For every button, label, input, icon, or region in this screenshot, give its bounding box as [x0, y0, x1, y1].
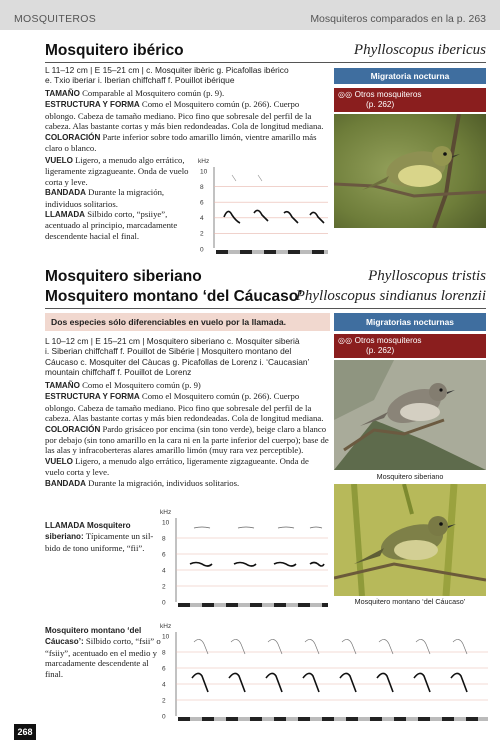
call-trace — [234, 563, 256, 567]
llamada-text: Típicamente un sil-bido de tono uniforme, “fii”. — [45, 531, 154, 553]
bandada-text: Durante la migración, individuos solitarios. — [45, 187, 165, 209]
sonogram-tick-label: 6 — [200, 199, 204, 207]
species-name-siberiano: Mosquitero siberiano — [45, 268, 202, 285]
binoculars-icon: ◎◎ — [338, 90, 353, 99]
harmonic-trace — [232, 175, 262, 181]
sonogram-tick-label: 0 — [200, 246, 204, 254]
estructura-text: Como el Mosquitero común (p. 266). Cuerpo oblongo. Cabeza de tamaño mediano. Pico fino que sobresale del perfil de la cabeza. Alas bastante cortas y más bien redondeadas. Cola de longitud mediana. — [45, 391, 324, 424]
page-number: 268 — [14, 724, 36, 740]
llamada-label: LLAMADA Mosquitero — [45, 521, 131, 530]
species-scientific-montano: Phylloscopus sindianus lorenzii — [295, 288, 486, 304]
time-scale-segment — [274, 717, 286, 721]
other-species-label: Otros mosquiteros — [354, 336, 422, 345]
sonogram-montano — [158, 620, 490, 724]
call-trace — [254, 210, 268, 221]
coloracion-text: Parte inferior sobre todo amarillo limón, vientre amarillo más claro o blanco. — [45, 131, 317, 154]
call-trace — [451, 673, 467, 692]
llamada-species-label: siberiano: — [45, 532, 84, 542]
time-scale-segment — [394, 717, 406, 721]
time-scale-segment — [228, 250, 240, 254]
coloracion-label: COLORACIÓN — [45, 424, 101, 434]
time-scale-segment — [190, 717, 202, 721]
time-scale-segment — [358, 717, 370, 721]
llamada-text: Silbido corto, “fsii” o “fsiiy”, acentuado en el medio y marcadamente descendente al final. — [45, 636, 161, 679]
time-scale-segment — [274, 603, 286, 607]
time-scale-segment — [202, 717, 214, 721]
photo-montano — [334, 484, 486, 596]
call-trace — [224, 211, 240, 223]
sonogram-tick-label: 0 — [162, 599, 166, 607]
time-scale-segment — [214, 717, 226, 721]
sonogram-tick-label: 8 — [162, 535, 166, 543]
title-rule — [45, 308, 486, 309]
time-scale-segment — [442, 717, 454, 721]
sonogram-tick-label: 2 — [162, 697, 166, 705]
sonogram-tick-label: 10 — [162, 633, 170, 641]
time-scale-segment — [322, 603, 328, 607]
time-scale-segment — [454, 717, 466, 721]
call-trace — [414, 673, 430, 692]
llamada-siberiano — [45, 520, 163, 553]
call-trace — [266, 673, 282, 692]
time-scale-segment — [238, 603, 250, 607]
measurements-line-3: Cáucaso c. Mosquiter del Càucas g. Picafollas de Lorenz i. ‘Caucasian’ — [45, 356, 310, 367]
time-scale-segment — [286, 603, 298, 607]
section-title: MOSQUITEROS — [14, 13, 97, 25]
highlight-note: Dos especies sólo diferenciables en vuelo por la llamada. — [45, 313, 330, 331]
time-scale-segment — [190, 603, 202, 607]
time-scale-segment — [276, 250, 288, 254]
time-scale-segment — [478, 717, 488, 721]
time-scale-segment — [250, 603, 262, 607]
call-trace — [377, 673, 393, 692]
sonogram-siberiano — [158, 506, 330, 610]
time-scale-segment — [334, 717, 346, 721]
llamada-label: LLAMADA — [45, 210, 86, 220]
call-trace — [303, 673, 319, 692]
time-scale-segment — [418, 717, 430, 721]
time-scale-segment — [382, 717, 394, 721]
other-species-page: (p. 262) — [366, 346, 395, 355]
time-scale-segment — [310, 603, 322, 607]
description-siberiano — [45, 380, 330, 489]
time-scale-segment — [324, 250, 328, 254]
sonogram-tick-label: 0 — [162, 713, 166, 721]
sonogram-tick-label: 10 — [162, 519, 170, 527]
time-scale-segment — [346, 717, 358, 721]
time-scale-segment — [178, 603, 190, 607]
title-rule — [45, 62, 486, 63]
time-scale-segment — [310, 717, 322, 721]
photo-caption-siberiano: Mosquitero siberiano — [376, 472, 444, 481]
time-scale-segment — [300, 250, 312, 254]
tamano-label: TAMAÑO — [45, 381, 80, 390]
llamada-montano — [45, 625, 163, 679]
harmonic-trace — [194, 527, 322, 528]
estructura-label: ESTRUCTURA Y FORMA — [45, 100, 140, 110]
time-scale-segment — [406, 717, 418, 721]
bandada-label: BANDADA — [45, 188, 86, 198]
sonogram-tick-label: 4 — [200, 215, 204, 223]
vuelo-text: Ligero, a menudo algo errático, ligeramente zigzagueante. Onda de vuelo corta y leve. — [45, 455, 309, 478]
call-trace — [274, 563, 296, 567]
llamada-text: Silbido corto, “psiiye”, acentuado al principio, marcadamente descendente hacial el final. — [45, 209, 178, 241]
call-trace — [340, 673, 356, 692]
measurements-line-2: i. Siberian chiffchaff f. Pouillot de Sibérie | Mosquitero montano del — [45, 346, 292, 357]
sonogram-unit: kHz — [198, 158, 210, 165]
time-scale-segment — [286, 717, 298, 721]
time-scale-segment — [250, 717, 262, 721]
time-scale-segment — [238, 717, 250, 721]
time-scale-segment — [202, 603, 214, 607]
time-scale-segment — [298, 603, 310, 607]
species-scientific-iberico: Phylloscopus ibericus — [353, 42, 486, 58]
sonogram-unit: kHz — [160, 623, 172, 630]
sonogram-tick-label: 4 — [162, 567, 166, 575]
vuelo-label: VUELO — [45, 456, 73, 466]
time-scale-segment — [288, 250, 300, 254]
species-name-montano: Mosquitero montano ‘del Cáucaso’ — [45, 288, 303, 305]
time-scale-segment — [322, 717, 334, 721]
binoculars-icon: ◎◎ — [338, 336, 353, 345]
sonogram-tick-label: 10 — [200, 168, 208, 176]
sonogram-tick-label: 8 — [162, 649, 166, 657]
time-scale-segment — [252, 250, 264, 254]
cross-reference: Mosquiteros comparados en la p. 263 — [310, 13, 486, 25]
time-scale-segment — [226, 603, 238, 607]
measurements-line-2: e. Txio iberiar i. Iberian chiffchaff f. Pouillot ibérique — [45, 75, 235, 86]
other-species-page: (p. 262) — [366, 100, 395, 109]
time-scale-segment — [214, 603, 226, 607]
measurements-siberiano — [45, 336, 330, 378]
call-trace — [284, 212, 298, 223]
call-trace — [229, 673, 245, 692]
time-scale-segment — [216, 250, 228, 254]
estructura-label: ESTRUCTURA Y FORMA — [45, 392, 140, 402]
time-scale-segment — [226, 717, 238, 721]
coloracion-text: Pardo grisáceo por encima (sin tono verde), beige claro a blanco por debajo (sin tono amarillo en la cara ni en la parte inferior del cuerpo); base de las alas y infracoberteras alares amarillo limón (muy rara vez perceptible). — [45, 423, 329, 456]
sonogram-tick-label: 6 — [162, 551, 166, 559]
species-scientific-siberiano: Phylloscopus tristis — [368, 268, 486, 284]
migration-badge: Migratorias nocturnas — [334, 313, 486, 331]
call-trace — [310, 563, 324, 567]
bandada-label: BANDADA — [45, 478, 86, 488]
description-iberico — [45, 88, 330, 153]
time-scale-segment — [262, 603, 274, 607]
vuelo-label: VUELO — [45, 156, 73, 165]
tamano-text: Comparable al Mosquitero común (p. 9). — [82, 88, 225, 98]
call-trace — [192, 673, 208, 692]
measurements-line-1: L 11–12 cm | E 15–21 cm | c. Mosquiter ibèric g. Picafollas ibérico — [45, 65, 289, 75]
estructura-text: Como el Mosquitero común (p. 266). Cuerpo oblongo. Cabeza de tamaño mediano. Pico fino que sobresale del perfil de la cabeza. Alas bastante cortas y más bien redondeadas. Cola de longitud mediana. — [45, 99, 324, 132]
description-iberico-2 — [45, 155, 195, 241]
measurements-line-1: L 10–12 cm | E 15–21 cm | Mosquitero siberiano c. Mosquiter siberià — [45, 336, 300, 346]
other-species-link[interactable] — [334, 334, 486, 358]
coloracion-label: COLORACIÓN — [45, 132, 101, 142]
tamano-label: TAMAÑO — [45, 89, 80, 98]
photo-siberiano — [334, 360, 486, 470]
time-scale-segment — [312, 250, 324, 254]
other-species-link[interactable] — [334, 88, 486, 112]
sonogram-tick-label: 2 — [162, 583, 166, 591]
sonogram-tick-label: 4 — [162, 681, 166, 689]
measurements-line-4: mountain chiffchaff f. Pouillot de Lorenz — [45, 367, 192, 378]
time-scale-segment — [178, 717, 190, 721]
time-scale-segment — [370, 717, 382, 721]
call-trace — [190, 563, 212, 567]
vuelo-text: Ligero, a menudo algo errático, ligeramente zigzagueante. Onda de vuelo corta y leve. — [45, 155, 189, 187]
sonogram-tick-label: 2 — [200, 230, 204, 238]
time-scale-segment — [298, 717, 310, 721]
measurements-iberico — [45, 65, 330, 86]
llamada-species-label: Mosquitero montano ‘del Cáucaso’: — [45, 626, 142, 647]
photo-caption-montano: Mosquitero montano ‘del Cáucaso’ — [354, 597, 466, 606]
other-species-label: Otros mosquiteros — [354, 90, 422, 99]
bandada-text: Durante la migración, individuos solitarios. — [88, 477, 240, 488]
sonogram-unit: kHz — [160, 509, 172, 516]
sonogram-tick-label: 8 — [200, 183, 204, 191]
time-scale-segment — [264, 250, 276, 254]
photo-iberico — [334, 114, 486, 228]
sonogram-tick-label: 6 — [162, 665, 166, 673]
migration-badge: Migratoria nocturna — [334, 68, 486, 84]
time-scale-segment — [240, 250, 252, 254]
time-scale-segment — [466, 717, 478, 721]
time-scale-segment — [262, 717, 274, 721]
sonogram-iberico — [196, 155, 330, 255]
species-name-iberico: Mosquitero ibérico — [45, 42, 184, 59]
tamano-text: Como el Mosquitero común (p. 9) — [82, 380, 201, 390]
time-scale-segment — [430, 717, 442, 721]
